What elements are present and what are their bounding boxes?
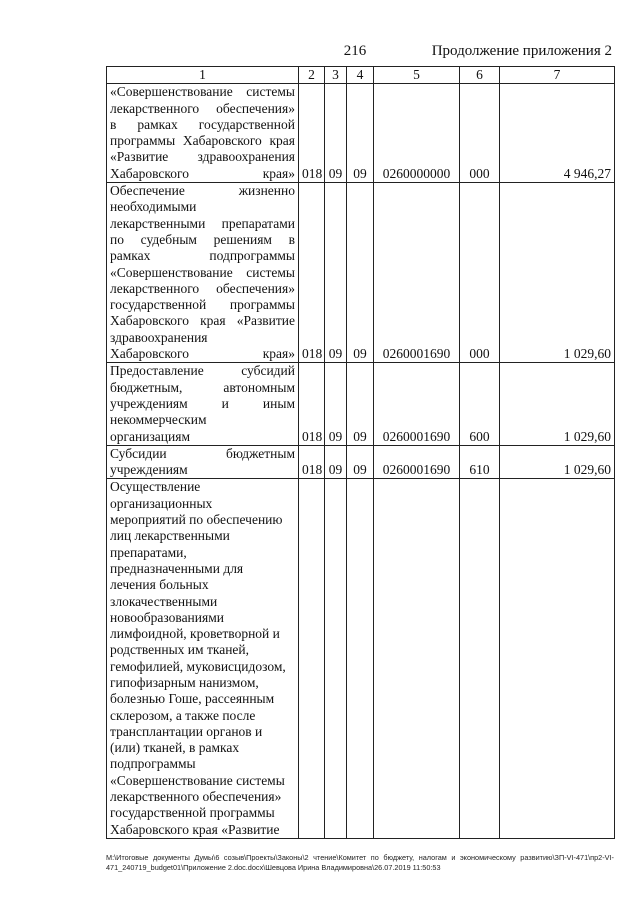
cell-subsection: 09 [347,363,374,445]
cell-amount: 1 029,60 [500,363,615,445]
column-header: 1 [107,67,299,84]
cell-expense-type: 000 [460,183,500,363]
row-name: Субсидии бюджетным учреждениям [107,445,299,479]
column-header: 6 [460,67,500,84]
row-name: «Совершенствование системы лекарственного обеспечения» в рамках государственной программы Хабаровского края «Развитие здравоохранения Хабаровского края» [107,84,299,183]
column-header: 2 [299,67,325,84]
cell-subsection: 09 [347,183,374,363]
cell-subsection: 09 [347,84,374,183]
cell-amount: 1 029,60 [500,445,615,479]
cell-section: 09 [325,84,347,183]
cell-amount: 4 946,27 [500,84,615,183]
cell-ministry: 018 [299,445,325,479]
cell-target-article: 0260001690 [374,183,460,363]
table-row [107,479,615,839]
row-name: Осуществление организационных мероприятий по обеспечению лиц лекарственными препаратами, предназначенными для лечения больных злокачественными новообразованиями лимфоидной, кроветворной и родственных им тканей, гемофилией, муковисцидозом, гипофизарным нанизмом, болезнью Гоше, рассеянным склерозом, а также после трансплантации органов и (или) тканей, в рамках подпрограммы «Совершенствование системы лекарственного обеспечения» государственной программы Хабаровского края «Развитие [107,479,299,839]
cell-target-article: 0260001690 [374,445,460,479]
cell-section: 09 [325,445,347,479]
cell-target-article: 0260000000 [374,84,460,183]
cell-amount [500,479,615,839]
table-row [107,183,615,363]
cell-target-article [374,479,460,839]
table-row [107,445,615,479]
cell-expense-type [460,479,500,839]
row-name: Обеспечение жизненно необходимыми лекарственными препаратами по судебным решениям в рамках подпрограммы «Совершенствование системы лекарственного обеспечения» государственной программы Хабаровского края «Развитие здравоохранения Хабаровского края» [107,183,299,363]
cell-ministry [299,479,325,839]
cell-subsection [347,479,374,839]
cell-amount: 1 029,60 [500,183,615,363]
continuation-label: Продолжение приложения 2 [431,43,612,59]
cell-ministry: 018 [299,84,325,183]
row-name: Предоставление субсидий бюджетным, автономным учреждениям и иным некоммерческим организациям [107,363,299,445]
column-header: 3 [325,67,347,84]
column-header: 5 [374,67,460,84]
table-header-row [107,67,615,84]
table-row [107,84,615,183]
cell-target-article: 0260001690 [374,363,460,445]
cell-expense-type: 610 [460,445,500,479]
page-number: 216 [343,43,367,59]
cell-ministry: 018 [299,363,325,445]
budget-table [106,66,615,839]
cell-section [325,479,347,839]
cell-section: 09 [325,183,347,363]
cell-section: 09 [325,363,347,445]
cell-expense-type: 000 [460,84,500,183]
cell-ministry: 018 [299,183,325,363]
cell-expense-type: 600 [460,363,500,445]
column-header: 4 [347,67,374,84]
cell-subsection: 09 [347,445,374,479]
column-header: 7 [500,67,615,84]
table-row [107,363,615,445]
file-path-footer: M:\Итоговые документы Думы\6 созыв\Проекты\Законы\2 чтение\Комитет по бюджету, налогам и экономическому развитию\ЗП-VI-471\пр2-VI-471_240719_budget01\Приложение 2.doc.docx\Шевцова Ирина Владимировна\26.07.2019 11:50:53 [106,853,614,872]
